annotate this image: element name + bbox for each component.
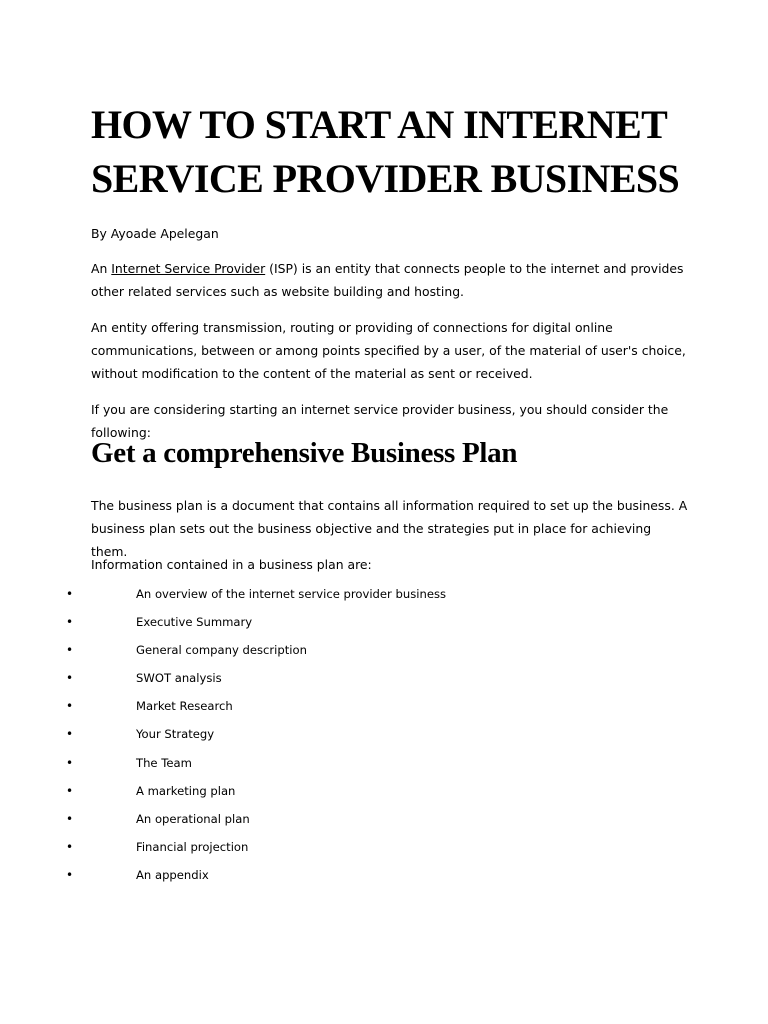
entity-paragraph: An entity offering transmission, routing or providing of connections for digital online communications, between or among points specified by a user, of the material of user's choice, without modification to the content of the material as sent or received. [91,320,686,381]
bullet-icon: • [66,783,74,798]
list-item [66,580,768,608]
author-byline: By Ayoade Apelegan [91,226,219,241]
title-line-2: SERVICE PROVIDER BUSINESS [91,156,680,201]
business-plan-paragraph: The business plan is a document that contains all information required to set up the business. A business plan sets out the business objective and the strategies put in place for achieving them. [91,498,688,559]
list-item [66,608,768,636]
list-item-text: Executive Summary [136,615,253,630]
list-item-text: An appendix [136,867,209,882]
list-item-text: An overview of the internet service provider business [136,587,447,601]
bullet-icon: • [66,587,74,601]
business-plan-contents-list [66,580,768,889]
document-title [91,98,691,206]
bullet-icon: • [66,811,74,826]
list-item [66,692,768,720]
intro-rest: (ISP) is an entity that connects people to the internet and provides other related services such as website building and hosting. [91,261,684,299]
section-heading-business-plan: Get a comprehensive Business Plan [91,437,518,469]
bullet-icon: • [66,839,74,854]
list-item-text: General company description [136,643,307,658]
info-lead-text: Information contained in a business plan are: [91,557,372,572]
list-item [66,805,768,833]
list-item [66,749,768,777]
list-item-text: Financial projection [136,839,249,854]
bullet-icon: • [66,727,74,742]
list-item [66,777,768,805]
list-item-text: A marketing plan [136,783,236,798]
bullet-icon: • [66,755,74,770]
list-item-text: An operational plan [136,811,250,826]
consider-paragraph: If you are considering starting an internet service provider business, you should consider the following: [91,402,669,440]
list-item [66,664,768,692]
list-item [66,833,768,861]
list-item [66,720,768,748]
list-item [66,636,768,664]
bullet-icon: • [66,699,74,714]
list-item [66,861,768,889]
bullet-icon: • [66,867,74,882]
intro-paragraph [91,257,691,303]
list-item-text: Your Strategy [136,727,215,742]
list-item-text: Market Research [136,699,233,714]
list-item-text: The Team [136,755,192,770]
title-line-1: HOW TO START AN INTERNET [91,102,668,147]
intro-prefix: An [91,261,112,276]
bullet-icon: • [66,671,74,686]
isp-link[interactable]: Internet Service Provider [111,261,266,276]
bullet-icon: • [66,615,74,630]
bullet-icon: • [66,643,74,658]
list-item-text: SWOT analysis [136,671,222,686]
